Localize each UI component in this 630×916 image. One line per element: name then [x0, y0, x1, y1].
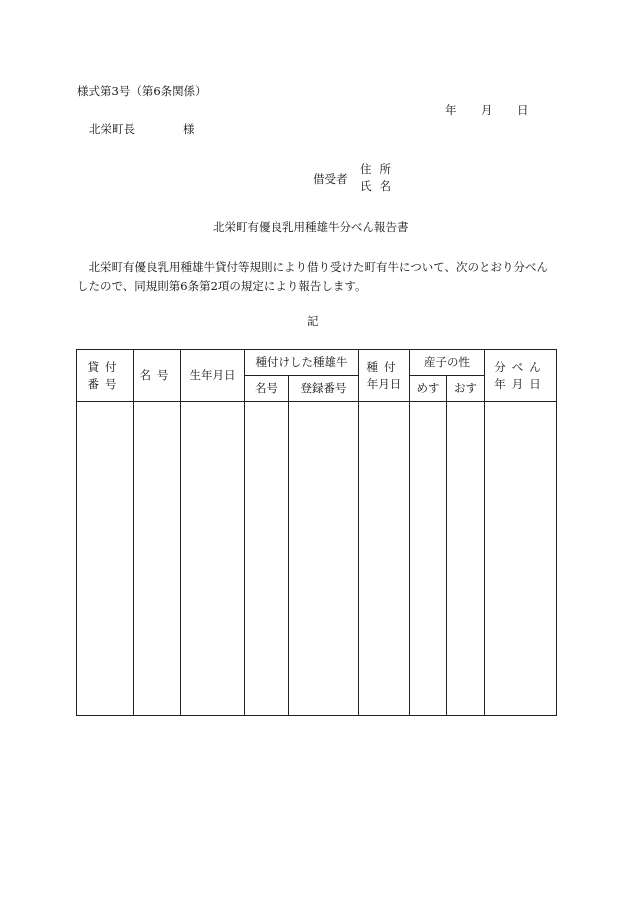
borrower-label: 借受者	[313, 172, 348, 186]
table-cell	[410, 402, 447, 716]
table-cell	[77, 402, 134, 716]
header-birth-date: 生年月日	[181, 350, 245, 402]
name-label: 氏名	[360, 179, 399, 193]
header-loan-number: 貸付 番号	[77, 350, 134, 402]
date-day-label: 日	[517, 103, 529, 117]
header-sire-name: 名号	[245, 376, 289, 402]
table-cell	[485, 402, 557, 716]
header-calving-date: 分べん 年月日	[485, 350, 557, 402]
addressee-name: 北栄町長	[89, 122, 135, 136]
table-cell	[181, 402, 245, 716]
header-male: おす	[447, 376, 485, 402]
body-paragraph: 北栄町有優良乳用種雄牛貸付等規則により借り受けた町有牛について、次のとおり分べんしたので、同規則第6条第2項の規定により報告します。	[77, 260, 549, 293]
table-row	[77, 402, 557, 716]
header-calf-sex-group: 産子の性	[410, 350, 485, 376]
table-cell	[289, 402, 359, 716]
header-name: 名号	[134, 350, 181, 402]
date-year-label: 年	[445, 103, 457, 117]
table-cell	[134, 402, 181, 716]
form-number: 様式第3号（第6条関係）	[77, 84, 207, 98]
header-breeding-date: 種付 年月日	[359, 350, 410, 402]
record-mark: 記	[307, 314, 319, 328]
header-sire-group: 種付けした種雄牛	[245, 350, 359, 376]
report-table	[76, 349, 557, 716]
header-female: めす	[410, 376, 447, 402]
table-cell	[359, 402, 410, 716]
table-cell	[245, 402, 289, 716]
header-sire-registration: 登録番号	[289, 376, 359, 402]
address-label: 住所	[360, 162, 399, 176]
addressee-honorific: 様	[183, 122, 195, 136]
table-cell	[447, 402, 485, 716]
document-title: 北栄町有優良乳用種雄牛分べん報告書	[213, 220, 409, 234]
date-month-label: 月	[481, 103, 493, 117]
